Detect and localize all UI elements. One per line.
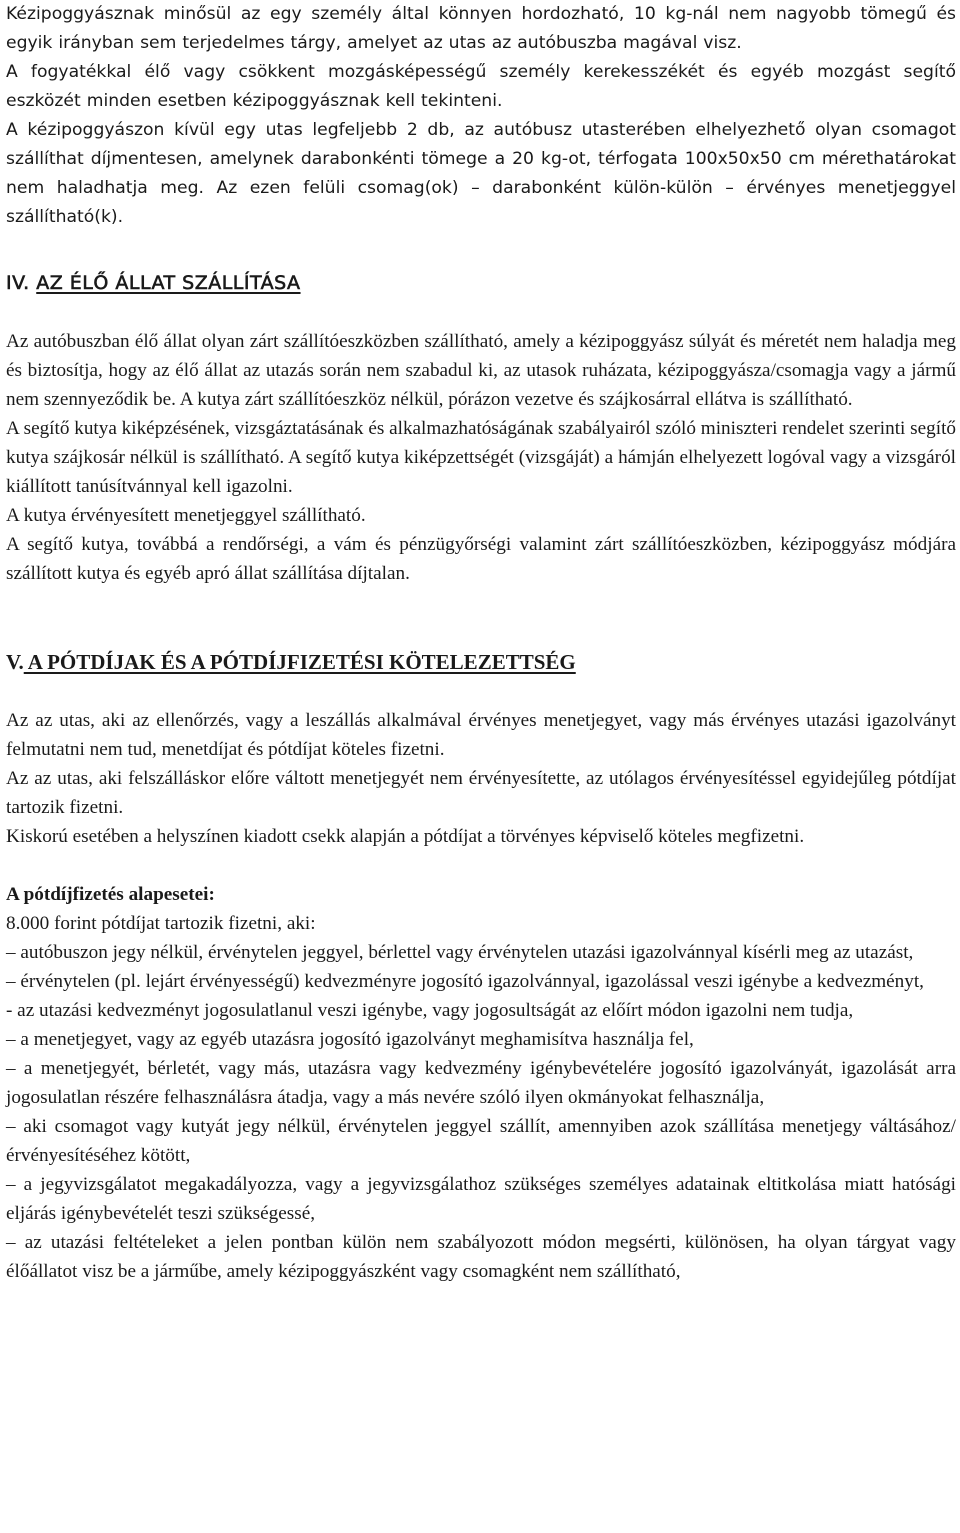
intro-paragraph-3: A kézipoggyászon kívül egy utas legfeljebb 2 db, az autóbusz utasterében elhelyezhető olyan csomagot szállíthat díjmentesen, amelynek darabonkénti tömege a 20 kg-ot, térfogata 100x50x50 cm mérethatárokat nem haladhatja meg. Az ezen felüli csomag(ok) – darabonként külön-külön – érvényes menetjeggyel szállítható(k). (6, 120, 956, 227)
list-item: – a menetjegyét, bérletét, vagy más, utazásra vagy kedvezmény igénybevételére jogosító igazolványát, igazolását arra jogosulatlan részére felhasználásra átadja, vagy a más nevére szóló ilyen okmányokat felhasználja, (6, 1058, 956, 1108)
section-iv-paragraph-4: A segítő kutya, továbbá a rendőrségi, a vám és pénzügyőrségi valamint zárt szállítóeszközben, kézipoggyász módjára szállított kutya és egyéb apró állat szállítása díjtalan. (6, 534, 956, 584)
intro-paragraph-1: Kézipoggyásznak minősül az egy személy által könnyen hordozható, 10 kg-nál nem nagyobb tömegű és egyik irányban sem terjedelmes tárgy, amelyet az utas az autóbuszba magával visz. (6, 4, 956, 53)
list-item: – a jegyvizsgálatot megakadályozza, vagy a jegyvizsgálathoz szükséges személyes adatainak eltitkolása miatt hatósági eljárás igénybevételét teszi szükségessé, (6, 1174, 956, 1224)
list-item: – az utazási feltételeket a jelen pontban külön nem szabályozott módon megsérti, különösen, ha olyan tárgyat vagy élőállatot visz be a járműbe, amely kézipoggyászként vagy csomagként nem szállítható, (6, 1232, 956, 1282)
section-iv-paragraph-2: A segítő kutya kiképzésének, vizsgáztatásának és alkalmazhatóságának szabályairól szóló miniszteri rendelet szerinti segítő kutya szájkosár nélkül is szállítható. A segítő kutya kiképzettségét (vizsgáját) a hámján elhelyezett logóval vagy a vizsgáról kiállított tanúsítvánnyal kell igazolni. (6, 418, 956, 497)
section-iv-paragraph-3: A kutya érvényesített menetjeggyel szállítható. (6, 505, 366, 526)
surcharge-list (6, 938, 956, 1286)
section-v-paragraph-3: Kiskorú esetében a helyszínen kiadott csekk alapján a pótdíjat a törvényes képviselő köteles megfizetni. (6, 826, 805, 847)
section-iv-heading (6, 269, 956, 298)
list-item: – a menetjegyet, vagy az egyéb utazásra jogosító igazolványt meghamisítva használja fel, (6, 1029, 694, 1050)
section-v-paragraph-2: Az az utas, aki felszálláskor előre váltott menetjegyét nem érvényesítette, az utólagos érvényesítéssel egyidejűleg pótdíjat tartozik fizetni. (6, 768, 956, 818)
intro-paragraph-2: A fogyatékkal élő vagy csökkent mozgásképességű személy kerekesszékét és egyéb mozgást segítő eszközét minden esetben kézipoggyásznak kell tekinteni. (6, 62, 956, 111)
surcharge-subheading: A pótdíjfizetés alapesetei: (6, 884, 215, 905)
section-v-paragraph-1: Az az utas, aki az ellenőrzés, vagy a leszállás alkalmával érvényes menetjegyet, vagy más érvényes utazási igazolványt felmutatni nem tud, menetdíjat és pótdíjat köteles fizetni. (6, 710, 956, 760)
section-iv-number: IV. (6, 272, 37, 294)
document-page (6, 0, 956, 1286)
list-item: - az utazási kedvezményt jogosulatlanul veszi igénybe, vagy jogosultságát az előírt módon igazolni nem tudja, (6, 1000, 854, 1021)
list-item: – aki csomagot vagy kutyát jegy nélkül, érvénytelen jeggyel szállít, amennyiben azok szállítása menetjegy váltásához/érvényesítéséhez kötött, (6, 1116, 956, 1166)
surcharge-amount-line: 8.000 forint pótdíjat tartozik fizetni, aki: (6, 913, 316, 934)
list-item: – érvénytelen (pl. lejárt érvényességű) kedvezményre jogosító igazolvánnyal, igazolással veszi igénybe a kedvezményt, (6, 971, 924, 992)
section-v-title: A PÓTDÍJAK ÉS A PÓTDÍJFIZETÉSI KÖTELEZETTSÉG (23, 650, 576, 674)
section-v-heading (6, 648, 956, 677)
list-item: – autóbuszon jegy nélkül, érvénytelen jeggyel, bérlettel vagy érvénytelen utazási igazolvánnyal kísérli meg az utazást, (6, 942, 914, 963)
section-iv-paragraph-1: Az autóbuszban élő állat olyan zárt szállítóeszközben szállítható, amely a kézipoggyász súlyát és méretét nem haladja meg és biztosítja, hogy az élő állat az utazás során nem szabadul ki, az utasok ruházata, kézipoggyásza/csomagja vagy a jármű nem szennyeződik be. A kutya zárt szállítóeszköz nélkül, pórázon vezetve és szájkosárral ellátva is szállítható. (6, 331, 956, 410)
section-iv-title: AZ ÉLŐ ÁLLAT SZÁLLÍTÁSA (36, 272, 301, 294)
section-v-number: V. (6, 650, 24, 674)
